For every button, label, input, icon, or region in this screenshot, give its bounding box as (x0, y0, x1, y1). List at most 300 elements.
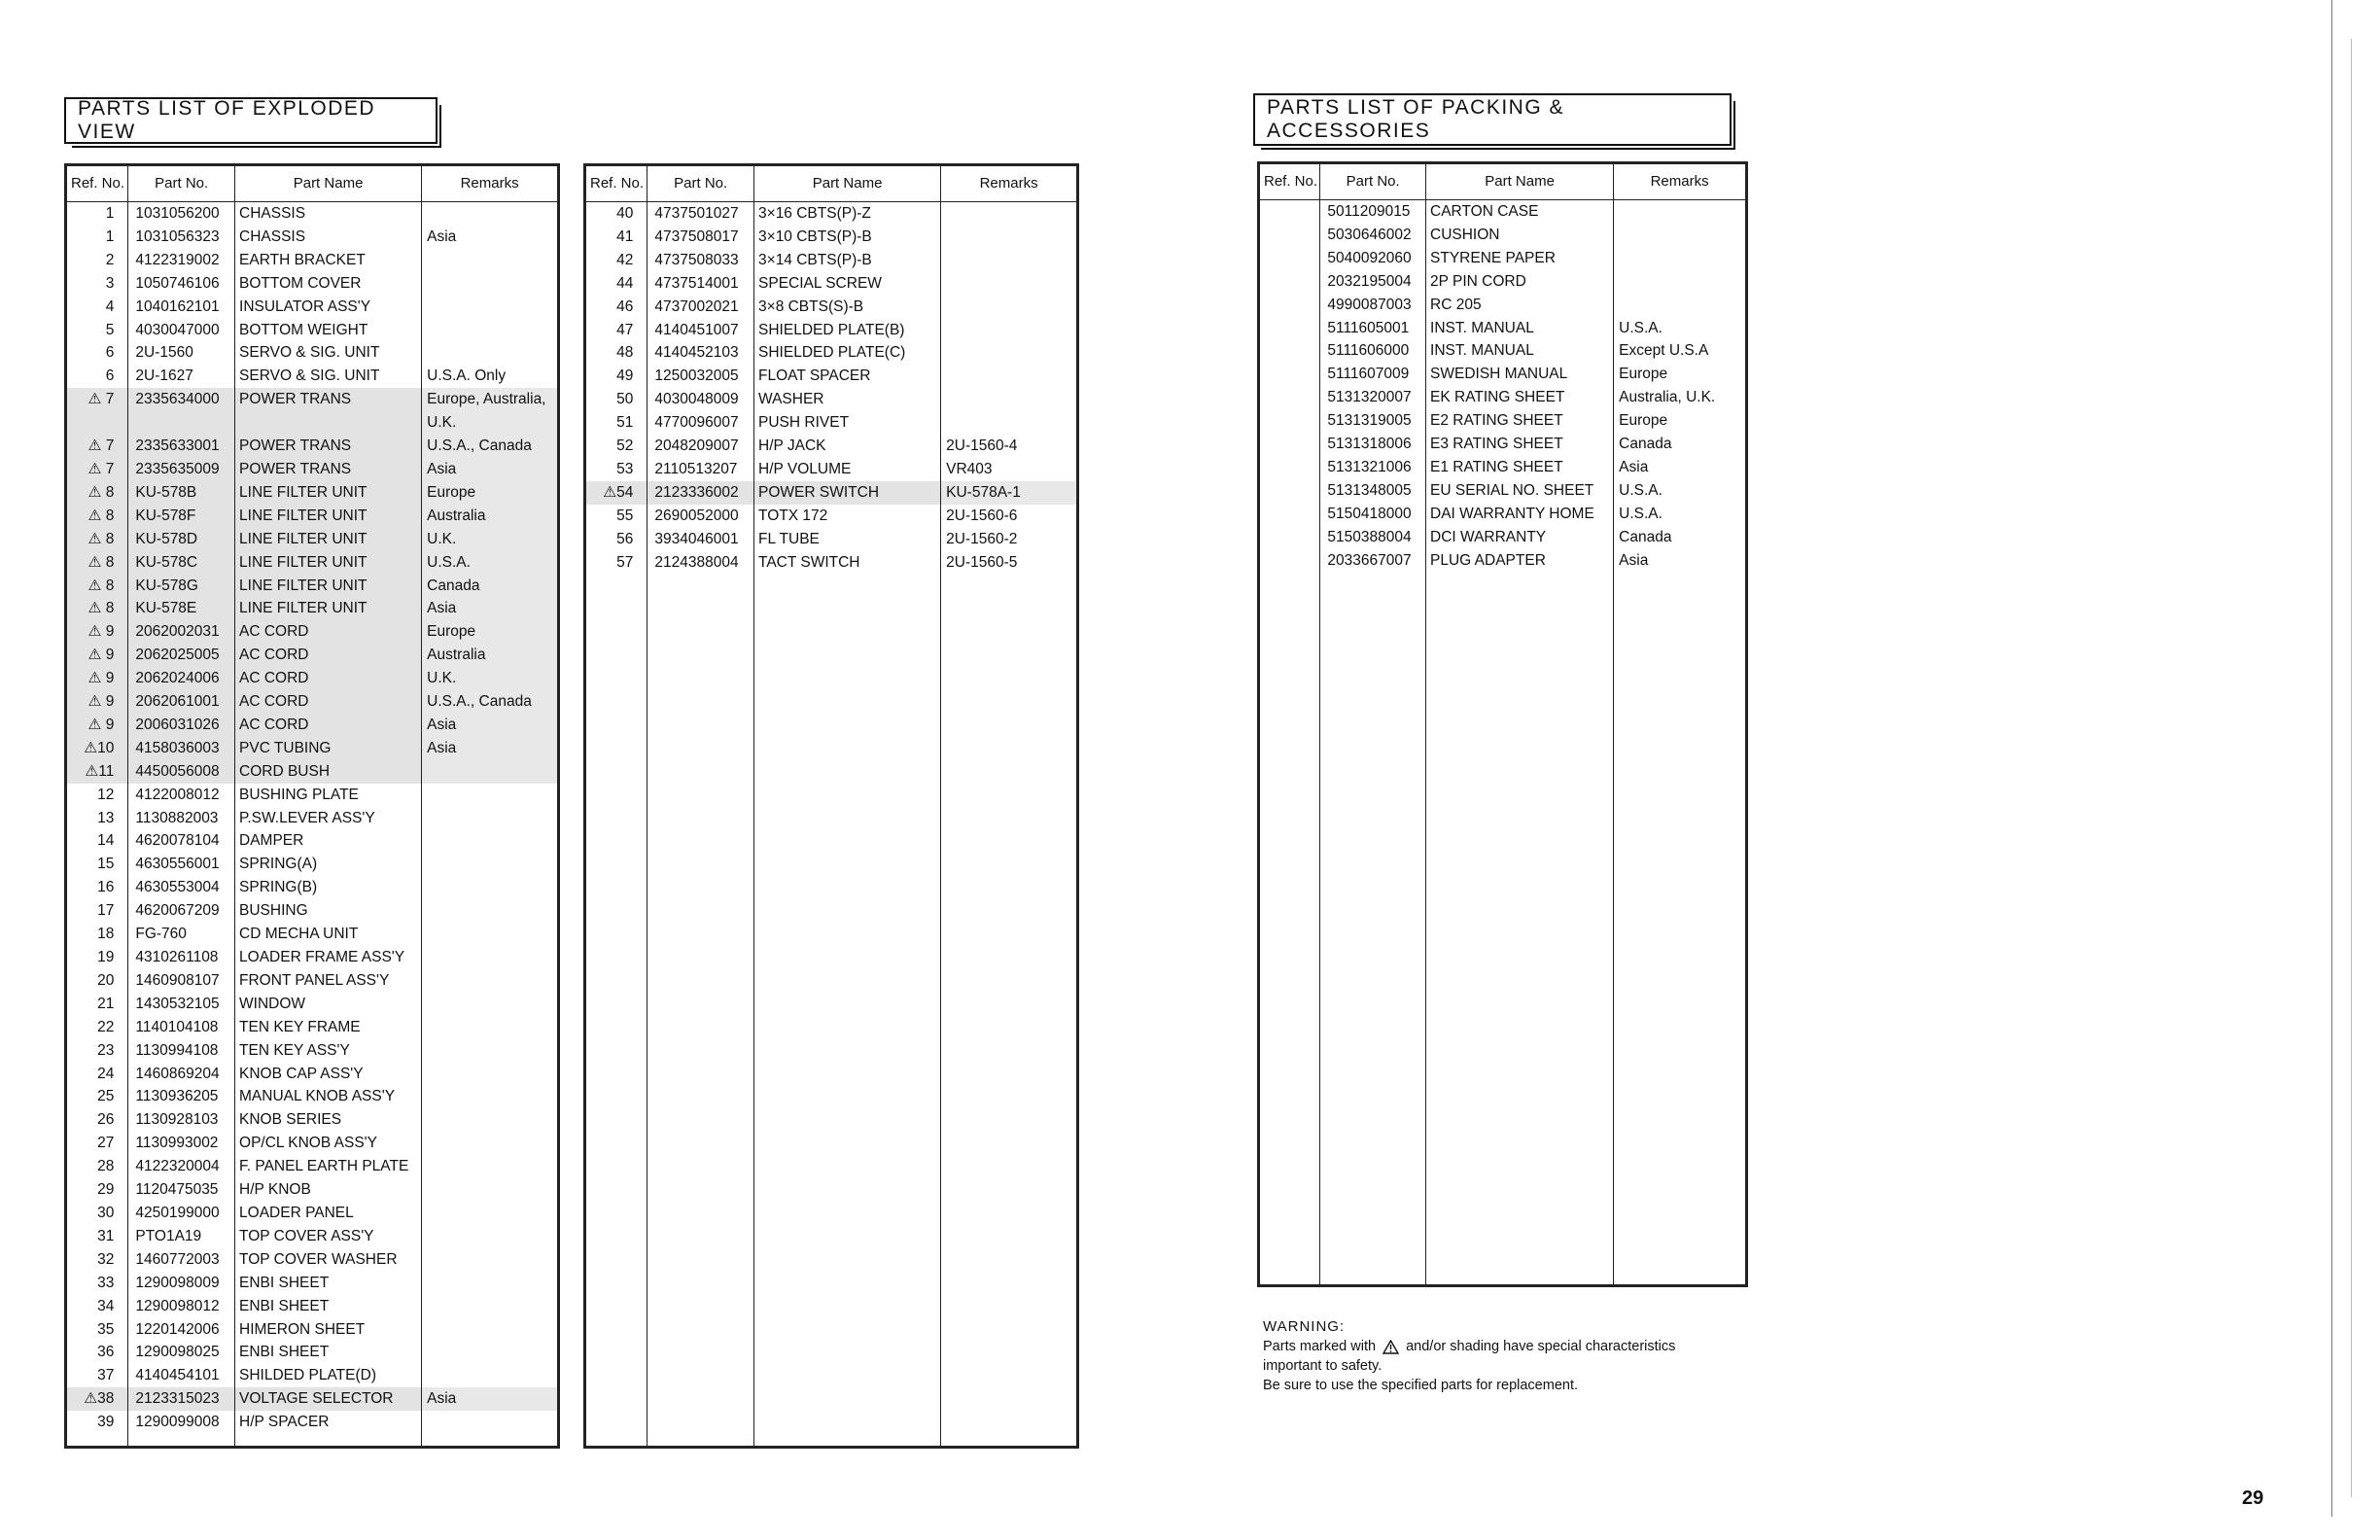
remarks-cell: U.S.A. (422, 551, 559, 575)
ref-no-cell: ⚠ 8 (66, 505, 128, 528)
table-row (66, 1387, 559, 1411)
ref-no-cell: 34 (66, 1295, 128, 1318)
part-no-cell: KU-578G (128, 575, 235, 598)
part-no-cell: 4158036003 (128, 737, 235, 760)
remarks-cell: Asia (422, 1387, 559, 1411)
part-no-cell: 4122008012 (128, 784, 235, 807)
table-row (585, 341, 1078, 365)
part-name-cell: LINE FILTER UNIT (235, 551, 422, 575)
table-row (585, 226, 1078, 249)
remarks-cell (422, 1132, 559, 1155)
part-no-cell: 2110513207 (648, 458, 754, 481)
ref-no-cell: 33 (66, 1272, 128, 1295)
part-no-cell: 1130928103 (128, 1108, 235, 1132)
table-row (66, 667, 559, 690)
remarks-cell: U.S.A. Only (422, 365, 559, 388)
remarks-cell (422, 760, 559, 784)
part-no-cell: 4122320004 (128, 1155, 235, 1178)
table-body (1259, 200, 1747, 1286)
remarks-cell: Asia (422, 737, 559, 760)
ref-no-cell (1259, 456, 1320, 479)
part-name-cell (235, 411, 422, 435)
ref-no-cell: 42 (585, 249, 648, 272)
part-name-cell: E1 RATING SHEET (1426, 456, 1614, 479)
remarks-cell: 2U-1560-5 (941, 551, 1078, 575)
exploded-view-parts-table (64, 163, 560, 1449)
remarks-cell (941, 341, 1078, 365)
part-no-cell: 1290098012 (128, 1295, 235, 1318)
remarks-cell: Asia (422, 714, 559, 737)
remarks-cell (422, 807, 559, 830)
table-row (585, 202, 1078, 226)
part-no-cell: 4737501027 (648, 202, 754, 226)
table-row (66, 876, 559, 899)
part-name-cell: SPRING(A) (235, 853, 422, 876)
table-body (585, 202, 1078, 1448)
table-row (585, 551, 1078, 575)
part-no-cell: 5011209015 (1320, 200, 1426, 224)
table-row (66, 272, 559, 296)
empty-cell (648, 575, 754, 1448)
table-row (66, 597, 559, 620)
ref-no-cell: 6 (66, 365, 128, 388)
part-name-cell: POWER TRANS (235, 458, 422, 481)
remarks-cell (422, 1016, 559, 1039)
table-row (1259, 294, 1747, 317)
part-name-cell: PLUG ADAPTER (1426, 549, 1614, 573)
part-name-cell: 3×16 CBTS(P)-Z (754, 202, 941, 226)
empty-cell (128, 1434, 235, 1447)
part-no-cell: 1250032005 (648, 365, 754, 388)
part-no-cell: 4620067209 (128, 899, 235, 923)
remarks-cell: U.K. (422, 411, 559, 435)
part-no-cell: 4250199000 (128, 1202, 235, 1225)
table-row (66, 760, 559, 784)
ref-no-cell (1259, 549, 1320, 573)
ref-no-cell: ⚠ 9 (66, 690, 128, 714)
table-row (66, 1225, 559, 1248)
remarks-cell: Australia (422, 644, 559, 667)
ref-no-cell (1259, 270, 1320, 294)
table-row (1259, 200, 1747, 224)
ref-no-cell: 39 (66, 1411, 128, 1434)
remarks-cell: Europe, Australia, (422, 388, 559, 411)
ref-no-cell: 15 (66, 853, 128, 876)
part-no-cell: 4737002021 (648, 296, 754, 319)
part-name-cell: TEN KEY ASS'Y (235, 1039, 422, 1063)
table-row (66, 1016, 559, 1039)
empty-cell (1259, 573, 1320, 1286)
part-name-cell: LINE FILTER UNIT (235, 597, 422, 620)
part-name-cell: DAI WARRANTY HOME (1426, 503, 1614, 526)
part-name-cell: H/P JACK (754, 435, 941, 458)
part-no-cell: 4122319002 (128, 249, 235, 272)
part-name-cell: CARTON CASE (1426, 200, 1614, 224)
part-name-cell: SHILDED PLATE(D) (235, 1364, 422, 1387)
remarks-cell (422, 341, 559, 365)
ref-no-cell (1259, 526, 1320, 549)
table-row (66, 1318, 559, 1342)
table-row (66, 1039, 559, 1063)
ref-no-cell (66, 411, 128, 435)
ref-no-cell: 52 (585, 435, 648, 458)
part-name-cell: STYRENE PAPER (1426, 247, 1614, 270)
part-name-cell: 3×14 CBTS(P)-B (754, 249, 941, 272)
table-row (66, 784, 559, 807)
table-row (585, 388, 1078, 411)
part-no-cell: 5131321006 (1320, 456, 1426, 479)
table-row (1259, 526, 1747, 549)
table-row (66, 993, 559, 1016)
part-name-cell: ENBI SHEET (235, 1272, 422, 1295)
part-no-cell: 2032195004 (1320, 270, 1426, 294)
table-row (585, 481, 1078, 505)
ref-no-cell: 29 (66, 1178, 128, 1202)
part-name-cell: 3×10 CBTS(P)-B (754, 226, 941, 249)
ref-no-cell: 24 (66, 1063, 128, 1086)
part-name-cell: FRONT PANEL ASS'Y (235, 969, 422, 993)
part-no-cell: 4030047000 (128, 319, 235, 342)
part-no-cell: 4140454101 (128, 1364, 235, 1387)
table-row (66, 388, 559, 411)
remarks-cell (422, 923, 559, 946)
remarks-cell (422, 993, 559, 1016)
remarks-cell (941, 202, 1078, 226)
remarks-cell (941, 365, 1078, 388)
part-no-cell: 1430532105 (128, 993, 235, 1016)
exploded-view-title (64, 97, 438, 144)
table-row (66, 1132, 559, 1155)
table-row (66, 737, 559, 760)
remarks-cell (941, 249, 1078, 272)
ref-no-cell: 17 (66, 899, 128, 923)
ref-no-cell: 18 (66, 923, 128, 946)
part-no-cell (128, 411, 235, 435)
remarks-cell (1614, 294, 1747, 317)
ref-no-cell: ⚠11 (66, 760, 128, 784)
part-name-cell: POWER SWITCH (754, 481, 941, 505)
warning-line-1 (1263, 1337, 1675, 1356)
remarks-cell (422, 1364, 559, 1387)
ref-no-cell: ⚠ 7 (66, 388, 128, 411)
part-no-cell: 1460908107 (128, 969, 235, 993)
part-no-cell: 1050746106 (128, 272, 235, 296)
remarks-cell (422, 296, 559, 319)
part-name-cell: TACT SWITCH (754, 551, 941, 575)
part-name-cell: TOTX 172 (754, 505, 941, 528)
part-no-cell: 4737508033 (648, 249, 754, 272)
ref-no-cell (1259, 386, 1320, 409)
table-row (66, 1202, 559, 1225)
empty-cell (585, 575, 648, 1448)
part-no-cell: 4770096007 (648, 411, 754, 435)
warning-line-2: important to safety. (1263, 1358, 1382, 1374)
ref-no-cell: 6 (66, 341, 128, 365)
part-no-cell: 4630553004 (128, 876, 235, 899)
part-name-cell: CHASSIS (235, 202, 422, 226)
ref-no-cell: 25 (66, 1085, 128, 1108)
part-name-cell: CORD BUSH (235, 760, 422, 784)
ref-no-cell: ⚠10 (66, 737, 128, 760)
part-name-cell: OP/CL KNOB ASS'Y (235, 1132, 422, 1155)
empty-cell (1614, 573, 1747, 1286)
part-name-cell: POWER TRANS (235, 435, 422, 458)
empty-cell (66, 1434, 128, 1447)
part-name-cell: INST. MANUAL (1426, 339, 1614, 363)
part-no-cell: 2062025005 (128, 644, 235, 667)
table-row (1259, 549, 1747, 573)
page-edge-line (2331, 0, 2332, 1517)
part-name-cell: BUSHING PLATE (235, 784, 422, 807)
part-name-cell: BOTTOM WEIGHT (235, 319, 422, 342)
part-name-cell: KNOB CAP ASS'Y (235, 1063, 422, 1086)
part-name-cell: SERVO & SIG. UNIT (235, 341, 422, 365)
ref-no-cell: ⚠ 8 (66, 551, 128, 575)
remarks-header: Remarks (422, 165, 559, 202)
remarks-cell (1614, 270, 1747, 294)
ref-no-cell: 44 (585, 272, 648, 296)
remarks-cell (422, 1318, 559, 1342)
table-row (585, 435, 1078, 458)
part-name-cell: CD MECHA UNIT (235, 923, 422, 946)
part-name-cell: TOP COVER WASHER (235, 1248, 422, 1272)
ref-no-cell: 50 (585, 388, 648, 411)
part-no-cell: 4450056008 (128, 760, 235, 784)
table-row (66, 1248, 559, 1272)
ref-no-cell: 40 (585, 202, 648, 226)
part-no-cell: 5111607009 (1320, 363, 1426, 386)
remarks-cell (941, 411, 1078, 435)
remarks-cell: U.S.A. (1614, 479, 1747, 503)
remarks-cell: KU-578A-1 (941, 481, 1078, 505)
part-no-cell: 1031056200 (128, 202, 235, 226)
part-no-cell: KU-578F (128, 505, 235, 528)
table-body (66, 202, 559, 1448)
exploded-view-title-text: PARTS LIST OF EXPLODED VIEW (78, 97, 376, 143)
part-no-header: Part No. (1320, 163, 1426, 200)
part-no-cell: 2123315023 (128, 1387, 235, 1411)
remarks-cell: Europe (422, 481, 559, 505)
part-no-cell: 4737508017 (648, 226, 754, 249)
part-no-cell: 1031056323 (128, 226, 235, 249)
part-name-cell: WINDOW (235, 993, 422, 1016)
remarks-cell: U.K. (422, 667, 559, 690)
part-name-header: Part Name (1426, 163, 1614, 200)
warning-heading: WARNING: (1263, 1318, 1346, 1335)
part-name-cell: WASHER (754, 388, 941, 411)
ref-no-cell: ⚠ 7 (66, 458, 128, 481)
remarks-cell: U.K. (422, 528, 559, 551)
remarks-cell (422, 1225, 559, 1248)
part-name-cell: SWEDISH MANUAL (1426, 363, 1614, 386)
part-name-cell: INSULATOR ASS'Y (235, 296, 422, 319)
remarks-cell (422, 1108, 559, 1132)
table-row (66, 505, 559, 528)
remarks-cell (422, 1411, 559, 1434)
exploded-view-parts-table-continued (583, 163, 1079, 1449)
part-name-cell: AC CORD (235, 690, 422, 714)
table-row (66, 1085, 559, 1108)
part-no-cell: 4140452103 (648, 341, 754, 365)
empty-cell (1426, 573, 1614, 1286)
ref-no-cell: 30 (66, 1202, 128, 1225)
part-name-cell: EU SERIAL NO. SHEET (1426, 479, 1614, 503)
remarks-cell: Canada (1614, 433, 1747, 456)
part-no-cell: 1290098009 (128, 1272, 235, 1295)
part-no-cell: KU-578B (128, 481, 235, 505)
table-row (1259, 224, 1747, 247)
ref-no-cell: 32 (66, 1248, 128, 1272)
remarks-cell (1614, 224, 1747, 247)
table-row (66, 1364, 559, 1387)
part-name-cell: DAMPER (235, 829, 422, 853)
remarks-cell: U.S.A. (1614, 503, 1747, 526)
part-name-cell: 2P PIN CORD (1426, 270, 1614, 294)
ref-no-cell (1259, 433, 1320, 456)
part-no-cell: 2123336002 (648, 481, 754, 505)
table-empty-space (585, 575, 1078, 1448)
ref-no-cell: 19 (66, 946, 128, 969)
part-name-cell: RC 205 (1426, 294, 1614, 317)
ref-no-cell: 51 (585, 411, 648, 435)
remarks-cell: Europe (1614, 363, 1747, 386)
part-no-cell: 1130936205 (128, 1085, 235, 1108)
ref-no-cell (1259, 224, 1320, 247)
remarks-cell (422, 1085, 559, 1108)
ref-no-cell (1259, 339, 1320, 363)
remarks-cell: 2U-1560-6 (941, 505, 1078, 528)
part-no-cell: 1140104108 (128, 1016, 235, 1039)
part-no-cell: 3934046001 (648, 528, 754, 551)
part-name-cell: BOTTOM COVER (235, 272, 422, 296)
part-no-cell: 5111606000 (1320, 339, 1426, 363)
part-no-cell: 5150418000 (1320, 503, 1426, 526)
remarks-cell (422, 946, 559, 969)
part-no-cell: 5131348005 (1320, 479, 1426, 503)
remarks-cell: Asia (422, 458, 559, 481)
part-name-cell: LINE FILTER UNIT (235, 528, 422, 551)
remarks-cell (422, 319, 559, 342)
part-no-cell: 1130994108 (128, 1039, 235, 1063)
table-row (66, 202, 559, 226)
table-row (585, 319, 1078, 342)
ref-no-cell: ⚠ 9 (66, 667, 128, 690)
remarks-cell: Asia (422, 226, 559, 249)
table-row (66, 226, 559, 249)
part-name-cell: FL TUBE (754, 528, 941, 551)
empty-cell (422, 1434, 559, 1447)
ref-no-cell (1259, 294, 1320, 317)
remarks-cell: Europe (1614, 409, 1747, 433)
ref-no-cell: 47 (585, 319, 648, 342)
remarks-cell: U.S.A., Canada (422, 690, 559, 714)
table-row (66, 946, 559, 969)
table-empty-space (66, 1434, 559, 1447)
remarks-cell: Except U.S.A (1614, 339, 1747, 363)
remarks-cell: Asia (1614, 456, 1747, 479)
table-row (1259, 409, 1747, 433)
packing-accessories-parts-table (1257, 161, 1748, 1287)
remarks-cell: Australia (422, 505, 559, 528)
remarks-cell (422, 853, 559, 876)
remarks-header: Remarks (941, 165, 1078, 202)
ref-no-cell: 56 (585, 528, 648, 551)
part-name-cell: DCI WARRANTY (1426, 526, 1614, 549)
part-no-cell: 2335634000 (128, 388, 235, 411)
remarks-cell: Canada (422, 575, 559, 598)
remarks-cell: Canada (1614, 526, 1747, 549)
page-edge-line-outer (2351, 39, 2352, 1497)
remarks-cell (422, 1295, 559, 1318)
part-no-cell: 1290098025 (128, 1341, 235, 1364)
table-row (585, 296, 1078, 319)
table-row (1259, 479, 1747, 503)
ref-no-cell: 5 (66, 319, 128, 342)
ref-no-cell: 16 (66, 876, 128, 899)
part-name-cell: HIMERON SHEET (235, 1318, 422, 1342)
part-name-cell: H/P KNOB (235, 1178, 422, 1202)
ref-no-cell: 14 (66, 829, 128, 853)
part-no-cell: 2062002031 (128, 620, 235, 644)
part-no-cell: 1290099008 (128, 1411, 235, 1434)
table-row (66, 1411, 559, 1434)
table-row (66, 644, 559, 667)
ref-no-cell: ⚠ 8 (66, 597, 128, 620)
part-no-cell: 4310261108 (128, 946, 235, 969)
remarks-cell (422, 1178, 559, 1202)
safety-warning-note (1263, 1317, 1675, 1395)
part-no-cell: 1460772003 (128, 1248, 235, 1272)
part-name-cell: H/P SPACER (235, 1411, 422, 1434)
part-no-cell: 4620078104 (128, 829, 235, 853)
remarks-cell (422, 249, 559, 272)
part-name-cell: P.SW.LEVER ASS'Y (235, 807, 422, 830)
part-name-cell: VOLTAGE SELECTOR (235, 1387, 422, 1411)
part-no-cell: 2124388004 (648, 551, 754, 575)
part-no-header: Part No. (648, 165, 754, 202)
ref-no-cell: 13 (66, 807, 128, 830)
part-name-cell: AC CORD (235, 644, 422, 667)
ref-no-cell: ⚠ 9 (66, 644, 128, 667)
remarks-cell (422, 1155, 559, 1178)
remarks-cell (422, 876, 559, 899)
part-no-cell: 5131320007 (1320, 386, 1426, 409)
part-no-cell: KU-578E (128, 597, 235, 620)
remarks-cell: Asia (422, 597, 559, 620)
table-row (1259, 456, 1747, 479)
table-row (66, 249, 559, 272)
ref-no-cell (1259, 363, 1320, 386)
table-row (66, 365, 559, 388)
part-no-cell: KU-578C (128, 551, 235, 575)
part-name-cell: E2 RATING SHEET (1426, 409, 1614, 433)
ref-no-cell: 1 (66, 202, 128, 226)
remarks-cell (422, 969, 559, 993)
part-name-header: Part Name (235, 165, 422, 202)
ref-no-cell: 12 (66, 784, 128, 807)
part-name-cell: ENBI SHEET (235, 1341, 422, 1364)
table-row (1259, 363, 1747, 386)
part-no-cell: 2U-1627 (128, 365, 235, 388)
remarks-cell: Australia, U.K. (1614, 386, 1747, 409)
table-row (66, 807, 559, 830)
ref-no-cell: 57 (585, 551, 648, 575)
table-row (66, 829, 559, 853)
part-no-cell: 1040162101 (128, 296, 235, 319)
part-no-cell: 1220142006 (128, 1318, 235, 1342)
empty-cell (235, 1434, 422, 1447)
part-name-cell: BUSHING (235, 899, 422, 923)
